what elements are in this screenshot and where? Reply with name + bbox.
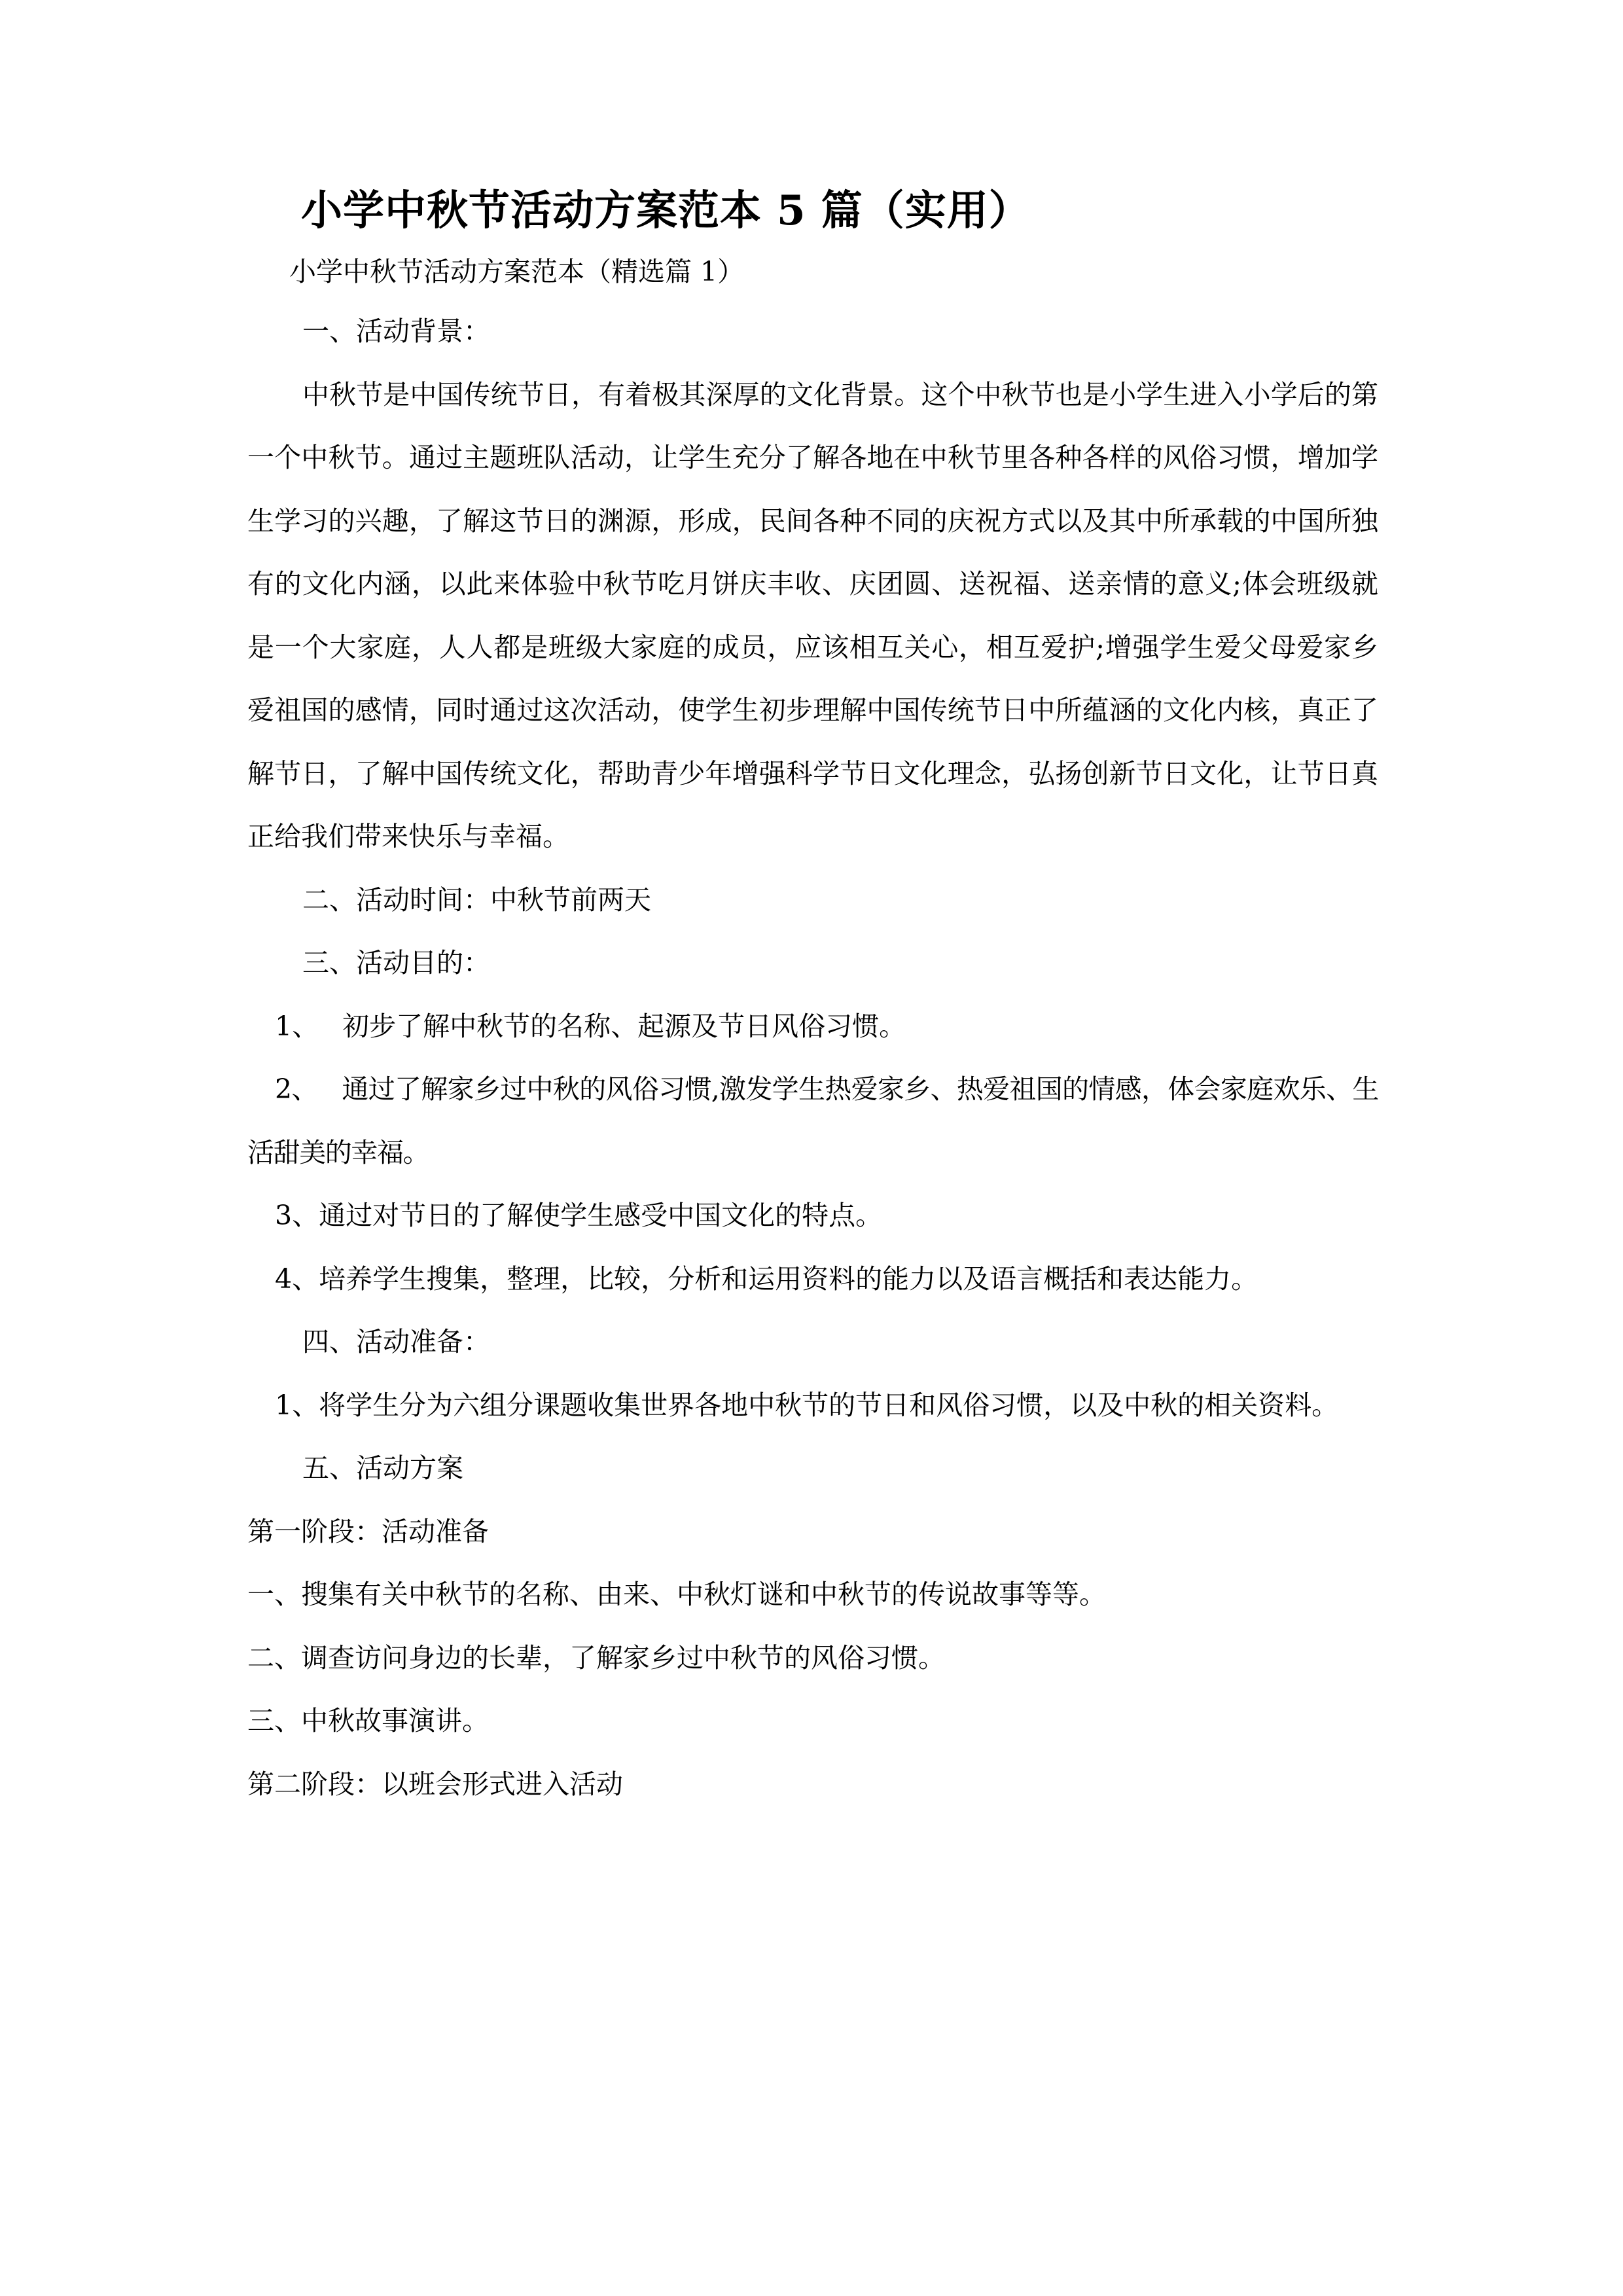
section-heading-activity-preparation: 四、活动准备：: [302, 1326, 490, 1357]
document-content: [247, 181, 1378, 1816]
list-item-text: 通过了解家乡过中秋的风俗习惯,激发学生热爱家乡、热爱祖国的情感，体会家庭欢乐、生活甜美的幸福。: [247, 1073, 1378, 1168]
subheading-stage-one: 第一阶段：活动准备: [247, 1515, 489, 1547]
page-title: 小学中秋节活动方案范本 5 篇（实用）: [301, 186, 1031, 234]
list-item-goal-3: [247, 1184, 1378, 1247]
list-marker: 1、: [275, 1389, 319, 1421]
list-item-goal-1: [247, 995, 1378, 1058]
list-marker: 4、: [275, 1263, 319, 1295]
list-item-goal-2: [247, 1058, 1378, 1184]
stage-one-item-2: 二、调查访问身边的长辈，了解家乡过中秋节的风俗习惯。: [247, 1641, 945, 1674]
paragraph-activity-background: 中秋节是中国传统节日，有着极其深厚的文化背景。这个中秋节也是小学生进入小学后的第一个中秋节。通过主题班队活动，让学生充分了解各地在中秋节里各种各样的风俗习惯，增加学生学习的兴趣，了解这节日的渊源，形成，民间各种不同的庆祝方式以及其中所承载的中国所独有的文化内涵，以此来体验中秋节吃月饼庆丰收、庆团圆、送祝福、送亲情的意义;体会班级就是一个大家庭，人人都是班级大家庭的成员，应该相互关心，相互爱护;增强学生爱父母爱家乡爱祖国的感情，同时通过这次活动，使学生初步理解中国传统节日中所蕴涵的文化内核，真正了解节日，了解中国传统文化，帮助青少年增强科学节日文化理念，弘扬创新节日文化，让节日真正给我们带来快乐与幸福。: [247, 378, 1378, 852]
document-subtitle: 小学中秋节活动方案范本（精选篇 1）: [289, 256, 745, 287]
list-item-preparation-1: [247, 1374, 1378, 1437]
section-heading-activity-plan: 五、活动方案: [302, 1452, 463, 1484]
list-item-goal-4: [247, 1247, 1378, 1311]
list-item-text: 培养学生搜集，整理，比较，分析和运用资料的能力以及语言概括和表达能力。: [319, 1263, 1258, 1295]
list-item-text: 通过对节日的了解使学生感受中国文化的特点。: [319, 1200, 883, 1231]
section-heading-activity-background: 一、活动背景：: [302, 315, 490, 347]
subheading-stage-two: 第二阶段：以班会形式进入活动: [247, 1768, 623, 1800]
section-heading-activity-purpose: 三、活动目的：: [302, 947, 490, 978]
list-marker: 3、: [275, 1200, 319, 1231]
stage-one-item-1: 一、搜集有关中秋节的名称、由来、中秋灯谜和中秋节的传说故事等等。: [247, 1579, 1106, 1610]
section-heading-activity-time: 二、活动时间：中秋节前两天: [302, 884, 651, 916]
list-marker: 1、: [275, 1010, 319, 1042]
list-item-text: 初步了解中秋节的名称、起源及节日风俗习惯。: [342, 1010, 906, 1042]
stage-one-item-3: 三、中秋故事演讲。: [247, 1705, 489, 1736]
list-item-text: 将学生分为六组分课题收集世界各地中秋节的节日和风俗习惯，以及中秋的相关资料。: [319, 1389, 1339, 1421]
list-marker: 2、: [275, 1073, 318, 1105]
